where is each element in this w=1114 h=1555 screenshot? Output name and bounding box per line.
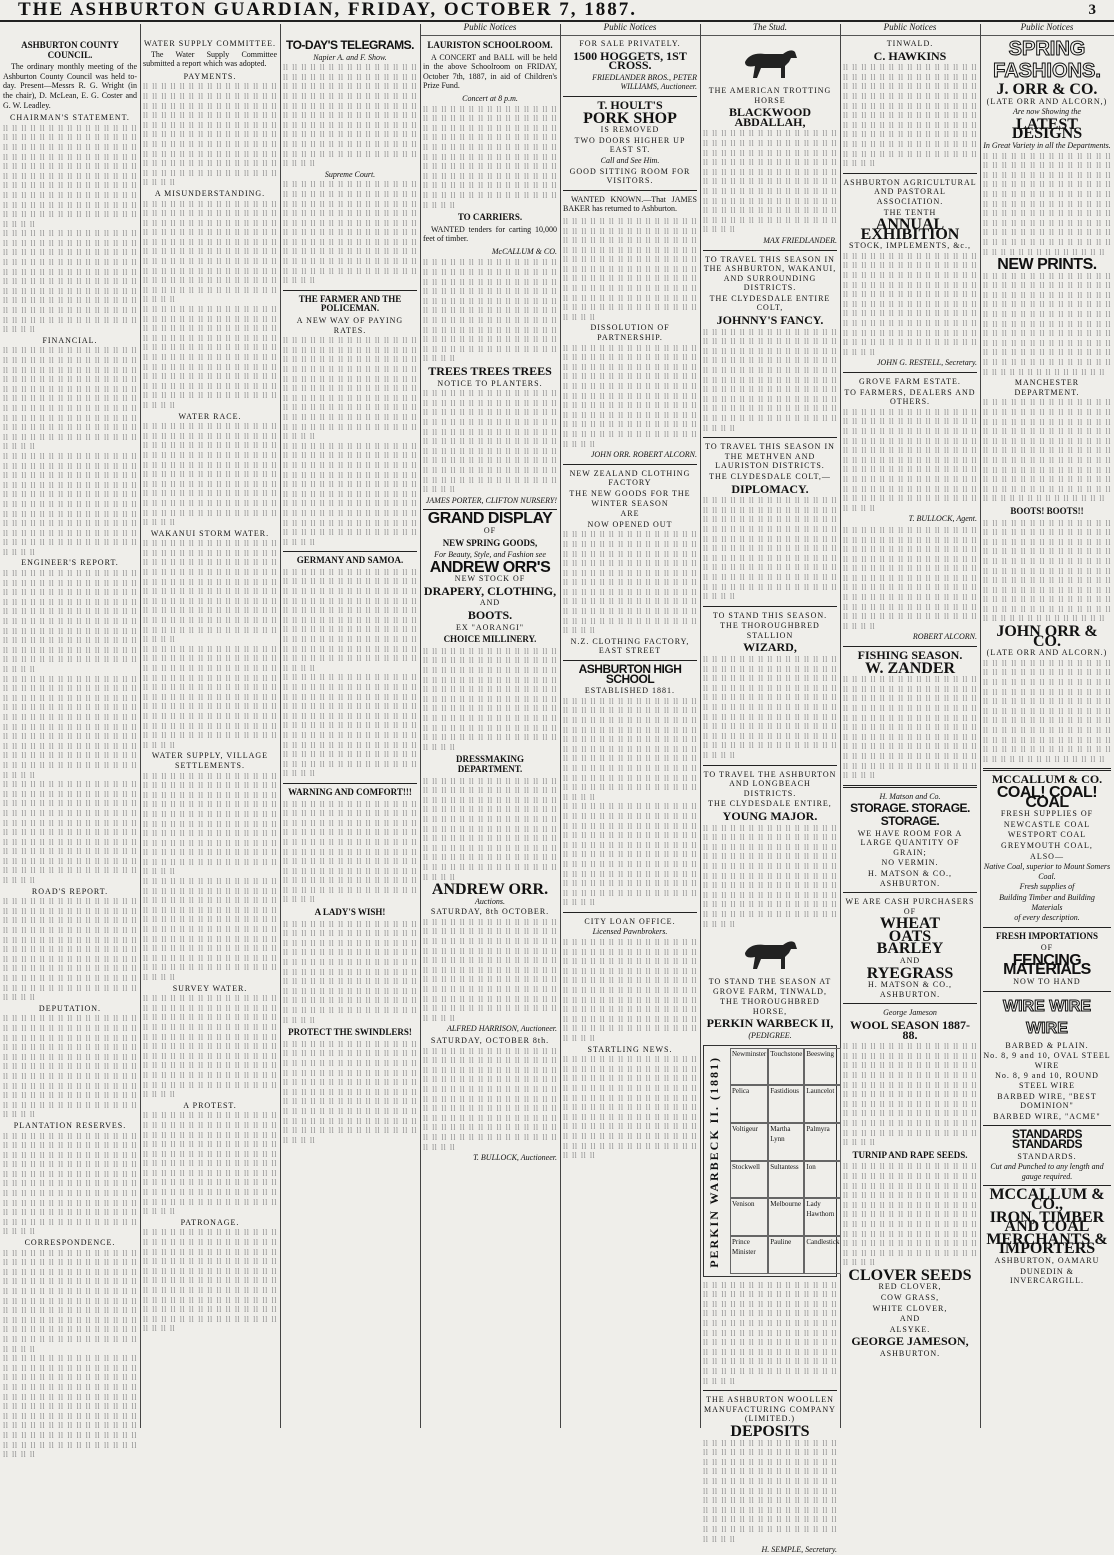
pedigree-cell: Fastidious: [768, 1085, 804, 1123]
horse-illustration: [735, 42, 805, 82]
body-text: ll ll ll ll ll ll ll ll ll ll ll ll ll ll ll ll ll ll ll ll ll ll ll ll ll ll ll ll ll ll ll ll ll ll ll ll ll ll ll ll ll ll ll ll ll ll ll ll ll ll ll ll ll ll ll ll ll ll ll ll ll ll ll ll ll ll ll ll ll ll ll ll ll ll ll ll ll ll ll ll ll ll ll ll ll ll ll ll ll ll ll ll ll ll ll ll ll ll ll ll ll ll ll ll ll ll ll ll ll ll ll ll ll ll ll ll ll ll ll ll ll ll ll ll ll ll ll ll ll ll ll ll ll ll ll ll ll ll ll ll ll ll ll ll ll ll ll ll ll ll ll ll ll ll: [3, 569, 137, 674]
pedigree-cell: Beeswing: [804, 1048, 841, 1086]
body-text: ll ll ll ll ll ll ll ll ll ll ll ll ll ll ll ll ll ll ll ll ll ll ll ll ll ll ll ll ll ll ll ll ll ll ll ll ll ll ll ll ll ll ll ll ll ll ll ll ll ll ll ll ll ll ll ll ll ll ll ll ll ll ll ll ll ll ll ll ll ll ll ll ll ll ll ll ll ll ll ll ll ll ll ll ll ll ll ll ll ll ll ll ll ll ll ll ll ll ll ll ll ll ll ll ll ll ll ll ll ll ll ll ll ll ll ll ll ll ll ll ll ll ll ll ll ll ll ll ll ll ll ll ll ll ll ll ll ll ll ll ll ll ll ll ll ll ll ll ll ll ll ll ll ll: [703, 1438, 837, 1544]
section-heading: PLANTATION RESERVES.: [13, 1120, 127, 1130]
advert-text: ARE: [620, 509, 640, 519]
advert-heading: DRESSMAKING DEPARTMENT.: [455, 754, 524, 774]
stud-heading: TO TRAVEL THIS SEASON IN THE METHVEN AND LAURISTON DISTRICTS.: [705, 442, 835, 471]
notice-heading: DEPOSITS: [730, 1422, 810, 1440]
stud-heading: THE THOROUGHBRED HORSE,: [720, 997, 820, 1016]
notice-heading: GROVE FARM ESTATE.: [859, 377, 961, 386]
stud-heading: THE AMERICAN TROTTING HORSE: [708, 86, 832, 105]
body-text: ll ll ll ll ll ll ll ll ll ll ll ll ll ll ll ll ll ll ll ll ll ll ll ll ll ll ll ll ll ll ll ll ll ll ll ll ll ll ll ll ll ll ll ll ll ll ll ll ll ll ll ll ll ll ll ll ll ll ll ll ll ll ll ll ll ll ll ll ll ll ll ll ll ll ll ll ll ll ll ll ll ll ll ll ll ll ll ll ll ll ll ll ll ll ll ll ll ll ll ll ll ll ll ll ll ll ll ll ll ll ll ll ll ll ll ll ll ll ll ll ll ll ll ll ll ll ll ll ll ll ll ll ll ll ll ll ll ll ll ll ll ll ll ll ll ll ll ll ll ll ll ll ll ll: [3, 451, 137, 557]
signature: T. BULLOCK, Agent.: [908, 514, 977, 524]
advert-heading: JOHN ORR & CO.: [996, 623, 1098, 650]
advert-text: EX "AORANGI": [455, 622, 525, 632]
advert-heading: GRAND DISPLAY: [427, 510, 553, 528]
body-text: ll ll ll ll ll ll ll ll ll ll ll ll ll ll ll ll ll ll ll ll ll ll ll ll ll ll ll ll ll ll ll ll ll ll ll ll ll ll ll ll ll ll ll ll ll ll ll ll ll ll ll ll ll ll ll ll ll ll ll ll ll ll ll ll ll ll ll ll ll ll ll ll ll ll ll ll ll ll ll ll ll ll ll ll ll ll ll ll ll ll ll ll ll ll ll ll ll ll ll ll ll ll ll ll ll ll ll ll ll ll ll ll ll ll ll ll ll ll ll ll ll ll ll ll ll ll ll ll ll ll ll ll ll ll ll ll ll ll ll ll ll ll ll ll ll ll ll ll ll ll ll ll ll ll: [283, 799, 417, 905]
body-text: ll ll ll ll ll ll ll ll ll ll ll ll ll ll ll ll ll ll ll ll ll ll ll ll ll ll ll ll ll ll ll ll ll ll ll ll ll ll ll ll ll ll ll ll ll ll ll ll ll ll ll ll ll ll ll ll ll ll ll ll ll ll ll ll ll ll ll ll ll ll ll ll ll ll ll ll ll ll ll ll ll ll ll ll ll ll ll ll ll ll ll ll ll ll ll ll ll ll ll ll ll ll ll ll ll ll ll ll ll ll ll ll ll ll ll ll ll ll ll ll ll ll ll ll ll ll ll ll ll ll ll ll ll ll ll ll ll ll ll ll ll ll ll ll ll ll ll ll ll ll ll ll ll ll: [283, 336, 417, 442]
advert-text: WE ARE CASH PURCHASERS OF: [845, 897, 975, 916]
body-text: ll ll ll ll ll ll ll ll ll ll ll ll ll ll ll ll ll ll ll ll ll ll ll ll ll ll ll ll ll ll ll ll ll ll ll ll ll ll ll ll ll ll ll ll ll ll ll ll ll ll ll ll ll ll ll ll ll ll ll ll ll ll ll ll ll ll ll ll ll ll ll ll ll ll ll ll ll ll ll ll ll ll ll ll ll ll ll ll ll ll ll ll ll ll ll ll ll ll ll ll ll ll ll ll ll ll ll ll ll ll ll ll ll ll ll ll ll ll ll ll ll ll ll ll ll ll ll ll ll ll ll ll ll ll ll ll ll ll ll ll ll ll ll ll ll ll ll ll ll ll ll ll ll ll: [143, 994, 277, 1100]
body-text: ll ll ll ll ll ll ll ll ll ll ll ll ll ll ll ll ll ll ll ll ll ll ll ll ll ll ll ll ll ll ll ll ll ll ll ll ll ll ll ll ll ll ll ll ll ll ll ll ll ll ll ll ll ll ll ll ll ll ll ll ll ll ll ll ll ll ll ll ll ll ll ll ll ll ll ll ll ll ll ll ll ll ll ll ll ll ll ll ll ll ll ll ll ll ll ll ll ll ll ll ll ll ll ll ll ll ll ll ll ll ll ll ll ll ll ll ll ll ll ll ll ll ll ll ll ll ll ll ll ll ll ll ll ll ll ll ll ll ll ll ll ll ll ll ll ll ll ll ll ll ll ll ll ll: [283, 180, 417, 286]
advert-heading: RYEGRASS: [866, 964, 954, 982]
horse-illustration: [735, 933, 805, 973]
section-heading: FINANCIAL.: [42, 335, 98, 345]
body-text: ll ll ll ll ll ll ll ll ll ll ll ll ll ll ll ll ll ll ll ll ll ll ll ll ll ll ll ll ll ll ll ll ll ll ll ll ll ll ll ll ll ll ll ll ll ll ll ll ll ll ll ll ll ll ll ll ll ll ll ll ll ll ll ll ll ll ll ll ll ll ll ll ll ll ll ll ll ll ll ll ll ll ll ll ll ll ll ll ll ll ll ll ll ll ll ll ll ll ll ll ll ll ll ll ll ll ll ll ll ll ll ll ll ll ll ll ll ll ll ll ll ll ll ll ll ll ll ll ll ll ll ll ll ll ll ll ll ll ll ll ll ll ll ll ll ll ll ll ll ll ll ll ll ll: [563, 938, 697, 1043]
stud-heading: TO STAND THIS SEASON.: [712, 610, 828, 620]
advert-text: of every description.: [1014, 913, 1080, 923]
advert-heading: BOOTS.: [467, 608, 513, 623]
body-text: ll ll ll ll ll ll ll ll ll ll ll ll ll ll ll ll ll ll ll ll ll ll ll ll ll ll ll ll ll ll ll ll ll ll ll ll ll ll ll ll ll ll ll ll ll ll ll ll ll ll ll ll ll ll ll ll ll ll ll ll ll ll ll ll ll ll ll ll ll ll ll ll ll ll ll ll ll ll ll ll ll ll ll ll ll ll ll ll ll ll ll ll ll ll ll ll ll ll ll ll ll ll ll ll ll ll ll ll ll ll ll ll ll ll ll ll ll ll ll ll ll ll ll ll ll ll ll ll ll ll ll ll ll ll ll ll ll ll ll ll ll ll ll ll ll ll ll ll ll ll ll ll ll ll: [143, 644, 277, 750]
body-text: ll ll ll ll ll ll ll ll ll ll ll ll ll ll ll ll ll ll ll ll ll ll ll ll ll ll ll ll ll ll ll ll ll ll ll ll ll ll ll ll ll ll ll ll ll ll ll ll ll ll ll ll ll ll ll ll ll ll ll ll ll ll ll ll ll ll ll ll ll ll ll ll ll ll ll ll ll ll ll ll ll ll ll ll ll ll ll ll ll ll ll ll ll ll ll ll ll ll ll ll ll ll ll ll ll ll ll ll ll ll ll ll ll ll ll ll ll ll ll ll ll ll ll ll ll ll ll ll ll ll ll ll ll ll ll ll ll ll ll ll ll ll ll ll ll ll ll ll ll ll ll ll ll ll: [843, 525, 977, 631]
section-heading: PAYMENTS.: [183, 71, 237, 81]
stud-heading: THE CLYDESDALE ENTIRE COLT,: [709, 293, 831, 313]
body-text: ll ll ll ll ll ll ll ll ll ll ll ll ll ll ll ll ll ll ll ll ll ll ll ll ll ll ll ll ll ll ll ll ll ll ll ll ll ll ll ll ll ll ll ll ll ll ll ll ll ll ll ll ll ll ll ll ll ll ll ll ll ll ll ll ll ll ll ll ll ll ll ll ll ll ll ll ll ll ll ll ll ll ll ll ll ll ll ll ll ll ll ll ll ll ll ll ll ll ll ll ll ll ll ll ll ll ll ll ll ll ll ll ll ll ll ll ll ll ll ll ll ll ll ll ll ll ll ll ll ll ll ll ll ll ll ll ll ll ll ll ll ll ll ll ll ll ll ll ll ll ll ll ll ll: [143, 1228, 277, 1334]
stud-heading: THE CLYDESDALE ENTIRE,: [708, 799, 832, 809]
telegram-subheading: Supreme Court.: [324, 169, 376, 179]
body-text: ll ll ll ll ll ll ll ll ll ll ll ll ll ll ll ll ll ll ll ll ll ll ll ll ll ll ll ll ll ll ll ll ll ll ll ll ll ll ll ll ll ll ll ll ll ll ll ll ll ll ll ll ll ll ll ll ll ll ll ll ll ll ll ll ll ll ll ll ll ll ll ll ll ll ll ll ll ll ll ll ll ll ll ll ll ll ll ll ll ll ll ll ll ll ll ll ll ll ll ll ll ll ll ll ll ll ll ll ll ll ll ll ll ll ll ll ll ll ll ll ll ll ll ll ll ll ll ll ll ll ll ll ll ll ll ll ll ll ll ll ll ll ll ll ll ll ll ll ll ll ll ll ll ll: [563, 1055, 697, 1161]
body-text: ll ll ll ll ll ll ll ll ll ll ll ll ll ll ll ll ll ll ll ll ll ll ll ll ll ll ll ll ll ll ll ll ll ll ll ll ll ll ll ll ll ll ll ll ll ll ll ll ll ll ll ll ll ll ll ll ll ll ll ll ll ll ll ll ll ll ll ll ll ll ll ll ll ll ll ll ll ll ll ll ll ll ll ll ll ll ll ll ll ll ll ll ll ll ll ll ll ll ll ll ll ll ll ll ll ll ll ll ll ll ll ll ll ll ll ll ll ll ll ll ll ll ll ll ll ll ll ll ll ll ll ll ll ll ll ll ll ll ll ll ll ll ll ll ll ll ll ll ll ll ll ll ll ll: [143, 1111, 277, 1217]
column-1: [0, 38, 140, 1460]
pedigree-table: [703, 1045, 840, 1277]
advert-text: N.Z. CLOTHING FACTORY, EAST STREET: [570, 636, 690, 656]
advert-text: ALSO—: [1030, 851, 1064, 861]
signature: ROBERT ALCORN.: [912, 632, 977, 642]
advert-heading: LATEST DESIGNS: [1011, 115, 1083, 143]
advert-text: TWO DOORS HIGHER UP EAST ST.: [574, 135, 686, 155]
column-7: [840, 38, 980, 1428]
advert-text: ALSYKE.: [889, 1324, 931, 1334]
body-text: ll ll ll ll ll ll ll ll ll ll ll ll ll ll ll ll ll ll ll ll ll ll ll ll ll ll ll ll ll ll ll ll ll ll ll ll ll ll ll ll ll ll ll ll ll ll ll ll ll ll ll ll ll ll ll ll ll ll ll ll ll ll ll ll ll ll ll ll ll ll ll ll ll ll ll ll ll ll ll ll ll ll ll ll ll ll ll ll ll ll ll ll ll ll ll ll ll ll ll ll ll ll ll ll ll ll ll ll ll ll ll ll ll ll ll ll ll ll ll ll ll ll ll ll ll ll ll ll ll ll ll ll ll ll ll ll ll ll ll ll ll ll ll ll ll ll ll ll ll ll ll ll ll ll: [983, 398, 1111, 504]
article-heading: THE FARMER AND THE POLICEMAN.: [298, 293, 402, 314]
body-text: ll ll ll ll ll ll ll ll ll ll ll ll ll ll ll ll ll ll ll ll ll ll ll ll ll ll ll ll ll ll ll ll ll ll ll ll ll ll ll ll ll ll ll ll ll ll ll ll ll ll ll ll ll ll ll ll ll ll ll ll ll ll ll ll ll ll ll ll ll ll ll ll ll ll ll ll ll ll ll ll ll ll ll ll ll ll ll ll ll ll ll ll ll ll ll ll ll ll ll ll ll ll ll ll ll ll ll ll ll ll ll ll ll ll ll ll ll ll ll ll ll ll ll ll ll ll ll ll ll ll ll ll ll ll ll ll ll ll ll ll ll ll ll ll ll ll ll ll ll ll ll ll ll ll: [423, 104, 557, 210]
advert-text: NOW OPENED OUT: [587, 519, 673, 529]
body-text: ll ll ll ll ll ll ll ll ll ll ll ll ll ll ll ll ll ll ll ll ll ll ll ll ll ll ll ll ll ll ll ll ll ll ll ll ll ll ll ll ll ll ll ll ll ll ll ll ll ll ll ll ll ll ll ll ll ll ll ll ll ll ll ll ll ll ll ll ll ll ll ll ll ll ll ll ll ll ll ll ll ll ll ll ll ll ll ll ll ll ll ll ll ll ll ll ll ll ll ll ll ll ll ll ll ll ll ll ll ll ll ll ll ll ll ll ll ll ll ll ll ll ll ll ll ll ll ll ll ll ll ll ll ll ll ll ll ll ll ll ll ll ll ll ll ll ll ll ll ll ll ll ll ll: [3, 1014, 137, 1120]
stud-horse-name: DIPLOMACY.: [731, 481, 809, 496]
advert-text: BARBED WIRE, "BEST DOMINION": [997, 1091, 1097, 1111]
body-text: ll ll ll ll ll ll ll ll ll ll ll ll ll ll ll ll ll ll ll ll ll ll ll ll ll ll ll ll ll ll ll ll ll ll ll ll ll ll ll ll ll ll ll ll ll ll ll ll ll ll ll ll ll ll ll ll ll ll ll ll ll ll ll ll ll ll ll ll ll ll ll ll ll ll ll ll ll ll ll ll ll ll ll ll ll ll ll ll ll ll ll ll ll ll ll ll ll ll ll ll ll ll ll ll ll ll ll ll ll ll ll ll ll ll ll ll ll ll ll ll ll ll ll ll ll ll ll ll ll ll ll ll ll ll ll ll ll ll ll ll ll ll ll ll ll ll ll ll ll ll ll ll ll ll: [283, 673, 417, 779]
body-text: ll ll ll ll ll ll ll ll ll ll ll ll ll ll ll ll ll ll ll ll ll ll ll ll ll ll ll ll ll ll ll ll ll ll ll ll ll ll ll ll ll ll ll ll ll ll ll ll ll ll ll ll ll ll ll ll ll ll ll ll ll ll ll ll ll ll ll ll ll ll ll ll ll ll ll ll ll ll ll ll ll ll ll ll ll ll ll ll ll ll ll ll ll ll ll ll ll ll ll ll ll ll ll ll ll ll ll ll ll ll ll ll ll ll ll ll ll ll ll ll ll ll ll ll ll ll ll ll ll ll ll ll ll ll ll ll ll ll ll ll ll ll ll ll ll ll ll ll ll ll ll ll ll ll: [563, 802, 697, 908]
telegrams-heading: TO-DAY'S TELEGRAMS.: [285, 38, 415, 52]
advert-text: BARBED WIRE, "ACME": [993, 1111, 1101, 1121]
advert-text: WHITE CLOVER,: [872, 1303, 948, 1313]
body-text: ll ll ll ll ll ll ll ll ll ll ll ll ll ll ll ll ll ll ll ll ll ll ll ll ll ll ll ll ll ll ll ll ll ll ll ll ll ll ll ll ll ll ll ll ll ll ll ll ll ll ll ll ll ll ll ll ll ll ll ll ll ll ll ll ll ll ll ll ll ll ll ll ll ll ll ll ll ll ll ll ll ll ll ll ll ll ll ll ll ll ll ll ll ll ll ll ll ll ll ll ll ll ll ll ll ll ll ll ll ll ll ll ll ll ll ll ll ll ll ll ll ll ll ll ll ll ll ll ll ll ll ll ll ll ll ll ll ll ll ll ll ll ll ll ll ll ll ll ll ll ll ll ll ll: [283, 567, 417, 673]
notice-subheading: NOTICE TO PLANTERS.: [437, 378, 543, 388]
body-text: ll ll ll ll ll ll ll ll ll ll ll ll ll ll ll ll ll ll ll ll ll ll ll ll ll ll ll ll ll ll ll ll ll ll ll ll ll ll ll ll ll ll ll ll ll ll ll ll ll ll ll ll ll ll ll ll ll ll ll ll ll ll ll ll ll ll ll ll ll ll ll ll ll ll ll ll ll ll ll ll ll ll ll ll ll ll ll ll ll ll ll ll ll ll ll ll ll ll ll ll ll ll ll ll ll ll ll ll ll ll ll ll ll ll ll ll ll ll ll ll ll ll ll ll ll ll ll ll ll ll ll ll ll ll ll ll ll ll ll ll ll ll ll ll ll ll ll ll ll ll ll ll ll ll: [3, 897, 137, 1003]
notice-heading: TREES TREES TREES: [428, 364, 552, 378]
advert-text: ASHBURTON, OAMARU: [994, 1255, 1100, 1265]
body-text: ll ll ll ll ll ll ll ll ll ll ll ll ll ll ll ll ll ll ll ll ll ll ll ll ll ll ll ll ll ll ll ll ll ll ll ll ll ll ll ll ll ll ll ll ll ll ll ll ll ll ll ll ll ll ll ll ll ll ll ll ll ll ll ll ll ll ll ll ll ll ll ll ll ll ll ll ll ll ll ll ll ll ll ll ll ll ll ll ll ll ll ll ll ll ll ll ll ll ll ll ll ll ll ll ll ll ll ll ll ll ll ll ll ll ll ll ll ll ll ll ll ll ll ll ll ll ll ll ll ll ll ll ll ll ll ll ll ll ll ll ll ll ll ll ll ll ll ll ll ll ll ll ll ll: [423, 1046, 557, 1152]
advert-text: NO VERMIN.: [881, 858, 939, 868]
body-text: ll ll ll ll ll ll ll ll ll ll ll ll ll ll ll ll ll ll ll ll ll ll ll ll ll ll ll ll ll ll ll ll ll ll ll ll ll ll ll ll ll ll ll ll ll ll ll ll ll ll ll ll ll ll ll ll ll ll ll ll ll ll ll ll ll ll ll ll ll ll ll ll ll ll ll ll ll ll ll ll ll ll ll ll ll ll ll ll ll ll ll ll ll ll ll ll ll ll ll ll ll ll ll ll ll ll ll ll ll ll ll ll ll ll ll ll ll ll ll ll ll ll ll ll ll ll ll ll ll ll ll ll ll ll ll ll ll ll ll ll ll ll ll ll ll ll ll ll ll ll ll ll ll ll: [843, 407, 977, 513]
advert-text: FRESH SUPPLIES OF: [1000, 809, 1094, 819]
column-head: Public Notices: [420, 22, 560, 36]
body-text: ll ll ll ll ll ll ll ll ll ll ll ll ll ll ll ll ll ll ll ll ll ll ll ll ll ll ll ll ll ll ll ll ll ll ll ll ll ll ll ll ll ll ll ll ll ll ll ll ll ll ll ll ll ll ll ll ll ll ll ll ll ll ll ll ll ll ll ll ll ll ll ll ll ll ll ll ll ll ll ll ll ll ll ll ll ll ll ll ll ll ll ll ll ll ll ll ll ll ll ll ll ll ll ll ll ll ll ll ll ll ll ll ll ll ll ll ll ll ll ll ll ll ll ll ll ll ll ll ll ll ll ll ll ll ll ll ll ll ll ll ll ll ll ll ll ll ll ll ll ll ll ll ll ll: [3, 229, 137, 335]
advert-heading: WARNING AND COMFORT!!!: [288, 786, 412, 797]
pedigree-cell: Venison: [730, 1198, 768, 1236]
advert-heading: FRESH IMPORTATIONS: [995, 930, 1099, 941]
advert-text: (LATE ORR AND ALCORN.): [986, 648, 1108, 658]
section-heading: A PROTEST.: [183, 1100, 237, 1110]
advert-text: AND: [899, 956, 921, 966]
column-2: [140, 38, 280, 1428]
signature: JOHN ORR. ROBERT ALCORN.: [590, 450, 697, 460]
advert-heading: FENCING MATERIALS: [1003, 951, 1091, 979]
advert-text: COW GRASS,: [880, 1293, 940, 1303]
advert-heading: T. HOULT'S: [597, 97, 663, 112]
notice-heading: LAURISTON SCHOOLROOM.: [427, 40, 553, 50]
section-heading: Auctions.: [475, 896, 505, 906]
stud-horse-name: WIZARD,: [743, 640, 797, 655]
article-paragraph: The Water Supply Committee submitted a report which was adopted.: [143, 49, 277, 69]
column-head: Public Notices: [980, 22, 1114, 36]
advert-heading: PROTECT THE SWINDLERS!: [288, 1027, 412, 1038]
pedigree-cell: Martha Lynn: [768, 1123, 804, 1161]
column-5: [560, 38, 700, 1428]
advert-heading: FISHING SEASON.: [857, 648, 963, 663]
body-text: ll ll ll ll ll ll ll ll ll ll ll ll ll ll ll ll ll ll ll ll ll ll ll ll ll ll ll ll ll ll ll ll ll ll ll ll ll ll ll ll ll ll ll ll ll ll ll ll ll ll ll ll ll ll ll ll ll ll ll ll ll ll ll ll ll ll ll ll ll ll ll ll ll ll ll ll ll ll ll ll ll ll ll ll ll ll ll ll ll ll ll ll ll ll ll ll ll ll ll ll ll ll ll ll ll ll ll ll ll ll ll ll ll ll ll ll ll ll ll ll ll ll ll ll ll ll ll ll ll ll ll ll ll ll ll ll ll ll ll ll ll ll ll ll ll ll ll ll ll ll ll ll ll ll: [3, 123, 137, 229]
advert-text: STANDARDS.: [1017, 1151, 1077, 1161]
section-heading: ROAD'S REPORT.: [31, 886, 109, 896]
body-text: ll ll ll ll ll ll ll ll ll ll ll ll ll ll ll ll ll ll ll ll ll ll ll ll ll ll ll ll ll ll ll ll ll ll ll ll ll ll ll ll ll ll ll ll ll ll ll ll ll ll ll ll ll ll ll ll ll ll ll ll ll ll ll ll ll ll ll ll ll ll ll ll ll ll ll ll ll ll ll ll ll ll ll ll ll ll ll ll ll ll ll ll ll ll ll ll ll ll ll ll ll ll ll ll ll ll ll ll ll ll ll ll ll ll ll ll ll ll ll ll ll ll ll ll ll ll ll ll ll ll ll ll ll ll ll ll ll ll ll ll ll ll ll ll ll ll ll ll ll ll ll ll ll ll: [423, 776, 557, 882]
body-text: ll ll ll ll ll ll ll ll ll ll ll ll ll ll ll ll ll ll ll ll ll ll ll ll ll ll ll ll ll ll ll ll ll ll ll ll ll ll ll ll ll ll ll ll ll ll ll ll ll ll ll ll ll ll ll ll ll ll ll ll ll ll ll ll ll ll ll ll ll ll ll ll ll ll ll ll ll ll ll ll ll ll ll ll ll ll ll ll ll ll ll ll ll ll ll ll ll ll ll ll ll ll ll ll ll ll ll ll ll ll ll ll ll ll ll ll ll ll ll ll ll ll ll ll ll ll ll ll ll ll ll ll ll ll ll ll ll ll ll ll ll ll ll ll ll ll ll ll ll ll ll ll ll ll: [3, 780, 137, 886]
column-8: [980, 38, 1114, 1428]
body-text: ll ll ll ll ll ll ll ll ll ll ll ll ll ll ll ll ll ll ll ll ll ll ll ll ll ll ll ll ll ll ll ll ll ll ll ll ll ll ll ll ll ll ll ll ll ll ll ll ll ll ll ll ll ll ll ll ll ll ll ll ll ll ll ll ll ll ll ll ll ll ll ll ll ll ll ll ll ll ll ll ll ll ll ll ll ll ll ll ll ll ll ll ll ll ll ll ll ll ll ll ll ll ll ll ll ll ll ll ll ll ll ll ll ll ll ll ll ll ll ll ll ll ll ll ll ll ll ll ll ll ll ll ll ll ll ll ll ll ll ll ll ll ll ll ll ll ll ll ll ll ll ll ll ll: [143, 305, 277, 410]
body-text: ll ll ll ll ll ll ll ll ll ll ll ll ll ll ll ll ll ll ll ll ll ll ll ll ll ll ll ll ll ll ll ll ll ll ll ll ll ll ll ll ll ll ll ll ll ll ll ll ll ll ll ll ll ll ll ll ll ll ll ll ll ll ll ll ll ll ll ll ll ll ll ll ll ll ll ll ll ll ll ll ll ll ll ll ll ll ll ll ll ll ll ll ll ll ll ll ll ll ll ll ll ll ll ll ll ll ll ll ll ll ll ll ll ll ll ll ll ll ll ll ll ll ll ll ll ll ll ll ll ll ll ll ll ll ll ll ll ll ll ll ll ll ll ll ll ll ll ll ll ll ll ll ll ll: [283, 63, 417, 169]
pedigree-cell: Pauline: [768, 1236, 804, 1274]
advert-heading: C. HAWKINS: [873, 48, 947, 63]
advert-heading: BOOTS! BOOTS!!: [1010, 505, 1084, 516]
body-text: ll ll ll ll ll ll ll ll ll ll ll ll ll ll ll ll ll ll ll ll ll ll ll ll ll ll ll ll ll ll ll ll ll ll ll ll ll ll ll ll ll ll ll ll ll ll ll ll ll ll ll ll ll ll ll ll ll ll ll ll ll ll ll ll ll ll ll ll ll ll ll ll ll ll ll ll ll ll ll ll ll ll ll ll ll ll ll ll ll ll ll ll ll ll ll ll ll ll ll ll ll ll ll ll ll ll ll ll ll ll ll ll ll ll ll ll ll ll ll ll ll ll ll ll ll ll ll ll ll ll ll ll ll ll ll ll ll ll ll ll ll ll ll ll ll ll ll ll ll ll ll ll ll ll: [3, 1131, 137, 1237]
notice-text: WANTED KNOWN.—That JAMES BAKER has returned to Ashburton.: [563, 194, 697, 214]
advert-text: AND: [479, 598, 501, 608]
advert-text: For Beauty, Style, and Fashion see: [434, 550, 546, 560]
body-text: ll ll ll ll ll ll ll ll ll ll ll ll ll ll ll ll ll ll ll ll ll ll ll ll ll ll ll ll ll ll ll ll ll ll ll ll ll ll ll ll ll ll ll ll ll ll ll ll ll ll ll ll ll ll ll ll ll ll ll ll ll ll ll ll ll ll ll ll ll ll ll ll ll ll ll ll ll ll ll ll ll ll ll ll ll ll ll ll ll ll ll ll ll ll ll ll ll ll ll ll ll ll ll ll ll ll ll ll ll ll ll ll ll ll ll ll ll ll ll ll ll ll ll ll ll ll ll ll ll ll ll ll ll ll ll ll ll ll ll ll ll ll ll ll ll ll ll ll ll ll ll ll ll ll: [703, 129, 837, 235]
pedigree-cell: Ion: [804, 1161, 841, 1199]
advert-heading: WOOL SEASON 1887-88.: [849, 1018, 971, 1042]
advert-heading: STORAGE. STORAGE.: [850, 801, 970, 816]
section-heading: A MISUNDERSTANDING.: [154, 188, 266, 198]
body-text: ll ll ll ll ll ll ll ll ll ll ll ll ll ll ll ll ll ll ll ll ll ll ll ll ll ll ll ll ll ll ll ll ll ll ll ll ll ll ll ll ll ll ll ll ll ll ll ll ll ll ll ll ll ll ll ll ll ll ll ll ll ll ll ll ll ll ll ll ll ll ll ll ll ll ll ll ll ll ll ll ll ll ll ll ll ll ll ll ll ll ll ll ll ll ll ll ll ll ll ll ll ll ll ll ll ll ll ll ll ll ll ll ll ll ll ll ll ll ll ll ll ll ll ll ll ll ll ll ll ll ll ll ll ll ll ll ll ll ll ll ll ll ll ll ll ll ll ll ll ll ll ll ll ll: [983, 518, 1111, 624]
auction-date: SATURDAY, OCTOBER 8th.: [430, 1036, 550, 1045]
advert-heading: MCCALLUM & CO.: [991, 772, 1103, 787]
body-text: ll ll ll ll ll ll ll ll ll ll ll ll ll ll ll ll ll ll ll ll ll ll ll ll ll ll ll ll ll ll ll ll ll ll ll ll ll ll ll ll ll ll ll ll ll ll ll ll ll ll ll ll ll ll ll ll ll ll ll ll ll ll ll ll ll ll ll ll ll ll ll ll ll ll ll ll ll ll ll ll ll ll ll ll ll ll ll ll ll ll ll ll ll ll ll ll ll ll ll ll ll ll ll ll ll ll ll ll ll ll ll ll ll ll ll ll ll ll ll ll ll ll ll ll ll ll ll ll ll ll ll ll ll ll ll ll ll ll ll ll ll ll ll ll ll ll ll ll ll ll ll ll ll ll: [423, 917, 557, 1023]
body-text: ll ll ll ll ll ll ll ll ll ll ll ll ll ll ll ll ll ll ll ll ll ll ll ll ll ll ll ll ll ll ll ll ll ll ll ll ll ll ll ll ll ll ll ll ll ll ll ll ll ll ll ll ll ll ll ll ll ll ll ll ll ll ll ll ll ll ll ll ll ll ll ll ll ll ll ll ll ll ll ll ll ll ll ll ll ll ll ll ll ll ll ll ll ll ll ll ll ll ll ll ll ll ll ll ll ll ll ll ll ll ll ll ll ll ll ll ll ll ll ll ll ll ll ll ll ll ll ll ll ll ll ll ll ll ll ll ll ll ll ll ll ll ll ll ll ll ll ll ll ll ll ll ll ll: [703, 327, 837, 433]
advert-text: GREYMOUTH COAL,: [1001, 840, 1093, 850]
advert-text: Are now Showing the: [1013, 107, 1081, 117]
body-text: ll ll ll ll ll ll ll ll ll ll ll ll ll ll ll ll ll ll ll ll ll ll ll ll ll ll ll ll ll ll ll ll ll ll ll ll ll ll ll ll ll ll ll ll ll ll ll ll ll ll ll ll ll ll ll ll ll ll ll ll ll ll ll ll ll ll ll ll ll ll ll ll ll ll ll ll ll ll ll ll ll ll ll ll ll ll ll ll ll ll ll ll ll ll ll ll ll ll ll ll ll ll ll ll ll ll ll ll ll ll ll ll ll ll ll ll ll ll ll ll ll ll ll ll ll ll ll ll ll ll ll ll ll ll ll ll ll ll ll ll ll ll ll ll ll ll ll ll ll ll ll ll ll ll: [143, 877, 277, 982]
section-heading: DEPUTATION.: [38, 1003, 102, 1013]
body-text: ll ll ll ll ll ll ll ll ll ll ll ll ll ll ll ll ll ll ll ll ll ll ll ll ll ll ll ll ll ll ll ll ll ll ll ll ll ll ll ll ll ll ll ll ll ll ll ll ll ll ll ll ll ll ll ll ll ll ll ll ll ll ll ll ll ll ll ll ll ll ll ll ll ll ll ll ll ll ll ll ll ll ll ll ll ll ll ll ll ll ll ll ll ll ll ll ll ll ll ll ll ll ll ll ll ll ll ll ll ll ll ll ll ll ll ll ll ll ll ll ll ll ll ll ll ll ll ll ll ll ll ll ll ll ll ll ll ll ll ll ll ll ll ll ll ll ll ll ll ll ll ll ll ll: [283, 441, 417, 547]
advert-heading: ANNUAL EXHIBITION: [860, 216, 960, 243]
signature: JAMES PORTER, CLIFTON NURSERY!: [425, 495, 557, 505]
stud-horse-name: BLACKWOOD ABDALLAH,: [728, 105, 811, 129]
notice-heading: CITY LOAN OFFICE.: [584, 916, 676, 926]
pedigree-cell: Palmyra: [804, 1123, 841, 1161]
advert-heading: J. ORR & CO.: [996, 81, 1098, 98]
pedigree-cell: Touchstone: [768, 1048, 804, 1086]
pedigree-cell: Lady Hawthorn: [804, 1198, 841, 1236]
advert-heading: ANDREW ORR.: [431, 881, 549, 899]
body-text: ll ll ll ll ll ll ll ll ll ll ll ll ll ll ll ll ll ll ll ll ll ll ll ll ll ll ll ll ll ll ll ll ll ll ll ll ll ll ll ll ll ll ll ll ll ll ll ll ll ll ll ll ll ll ll ll ll ll ll ll ll ll ll ll ll ll ll ll ll ll ll ll ll ll ll ll ll ll ll ll ll ll ll ll ll ll ll ll ll ll ll ll ll ll ll ll ll ll ll ll ll ll ll ll ll ll ll ll ll ll ll ll ll ll ll ll ll ll ll ll ll ll ll ll ll ll ll ll ll ll ll ll ll ll ll ll ll ll ll ll ll ll ll ll ll ll ll ll ll ll ll ll ll ll: [143, 539, 277, 645]
notice-text: Concert at 8 p.m.: [462, 93, 518, 103]
section-heading: CHAIRMAN'S STATEMENT.: [10, 113, 130, 123]
pedigree-horse-label: PERKIN WARBECK II. (1881): [707, 1055, 721, 1268]
body-text: ll ll ll ll ll ll ll ll ll ll ll ll ll ll ll ll ll ll ll ll ll ll ll ll ll ll ll ll ll ll ll ll ll ll ll ll ll ll ll ll ll ll ll ll ll ll ll ll ll ll ll ll ll ll ll ll ll ll ll ll ll ll ll ll ll ll ll ll ll ll ll ll ll ll ll ll ll ll ll ll ll ll ll ll ll ll ll ll ll ll ll ll ll ll ll ll ll ll ll ll ll ll ll ll ll ll ll ll ll ll ll ll ll ll ll ll ll ll ll ll ll ll ll ll ll ll ll ll ll ll ll ll ll ll ll ll ll ll ll ll ll ll ll ll ll ll ll ll ll ll ll ll ll ll: [423, 646, 557, 752]
advert-heading: CHOICE MILLINERY.: [443, 634, 537, 645]
advert-text: (LATE ORR AND ALCORN,): [986, 96, 1108, 106]
body-text: ll ll ll ll ll ll ll ll ll ll ll ll ll ll ll ll ll ll ll ll ll ll ll ll ll ll ll ll ll ll ll ll ll ll ll ll ll ll ll ll ll ll ll ll ll ll ll ll ll ll ll ll ll ll ll ll ll ll ll ll ll ll ll ll ll ll ll ll ll ll ll ll ll ll ll ll ll ll ll ll ll ll ll ll ll ll ll ll ll ll ll ll ll ll ll ll ll ll ll ll ll ll ll ll ll ll ll ll ll ll ll ll ll ll ll ll ll ll ll ll ll ll ll ll ll ll ll ll ll ll ll ll ll ll ll ll ll ll ll ll ll ll ll ll ll ll ll ll ll ll ll ll ll ll: [283, 919, 417, 1025]
body-text: ll ll ll ll ll ll ll ll ll ll ll ll ll ll ll ll ll ll ll ll ll ll ll ll ll ll ll ll ll ll ll ll ll ll ll ll ll ll ll ll ll ll ll ll ll ll ll ll ll ll ll ll ll ll ll ll ll ll ll ll ll ll ll ll ll ll ll ll ll ll ll ll ll ll ll ll ll ll ll ll ll ll ll ll ll ll ll ll ll ll ll ll ll ll ll ll ll ll ll ll ll ll ll ll ll ll ll ll ll ll ll ll ll ll ll ll ll ll ll ll ll ll ll ll ll ll ll ll ll ll ll ll ll ll ll ll ll ll ll ll ll ll ll ll ll ll ll ll ll ll ll ll ll ll: [843, 1042, 977, 1148]
signature: FRIEDLANDER BROS., PETER WILLIAMS, Auctioneer.: [592, 72, 697, 92]
body-text: ll ll ll ll ll ll ll ll ll ll ll ll ll ll ll ll ll ll ll ll ll ll ll ll ll ll ll ll ll ll ll ll ll ll ll ll ll ll ll ll ll ll ll ll ll ll ll ll ll ll ll ll ll ll ll ll ll ll ll ll ll ll ll ll ll ll ll ll ll ll ll ll ll ll ll ll ll ll ll ll ll ll ll ll ll ll ll ll ll ll ll ll ll ll ll ll ll ll ll ll ll ll ll ll ll ll ll ll ll ll ll ll ll ll ll ll ll ll ll ll ll ll ll ll ll ll ll ll ll ll ll ll ll ll ll ll ll ll ll ll ll ll ll ll ll ll ll ll ll ll ll ll ll ll: [423, 389, 557, 495]
notice-heading: TO FARMERS, DEALERS AND OTHERS.: [844, 387, 976, 407]
stud-heading: TO TRAVEL THIS SEASON IN THE ASHBURTON, WAKANUI, AND SURROUNDING DISTRICTS.: [703, 254, 837, 293]
section-heading: SURVEY WATER.: [172, 983, 248, 993]
advert-text: Cut and Punched to any length and gauge required.: [990, 1162, 1104, 1181]
advert-heading: DRAPERY, CLOTHING,: [423, 583, 557, 598]
stud-horse-name: YOUNG MAJOR.: [722, 808, 818, 823]
advert-heading: COAL! COAL! COAL: [996, 783, 1098, 811]
stud-heading: TO STAND THE SEASON AT GROVE FARM, TINWALD,: [708, 977, 832, 996]
advert-heading: OATS: [888, 927, 932, 945]
section-heading: WAKANUI STORM WATER.: [150, 528, 270, 538]
section-heading: WATER SUPPLY, VILLAGE SETTLEMENTS.: [151, 751, 269, 770]
column-head: The Stud.: [700, 22, 840, 36]
column-4: [420, 38, 560, 1428]
pedigree-cell: Sultantess: [768, 1161, 804, 1199]
column-head: Public Notices: [560, 22, 700, 36]
advert-text: NEWCASTLE COAL: [1003, 819, 1091, 829]
pedigree-cell: Voltigeur: [730, 1123, 768, 1161]
signature: H. SEMPLE, Secretary.: [761, 1545, 837, 1555]
section-heading: WATER SUPPLY COMMITTEE.: [144, 39, 276, 48]
advert-heading: George Jameson: [883, 1008, 937, 1018]
telegram-subheading: Napier A. and F. Show.: [313, 52, 387, 62]
advert-heading: CLOVER SEEDS: [848, 1266, 972, 1284]
advert-heading: WIRE WIRE WIRE: [1003, 997, 1091, 1037]
advert-heading: NEW ZEALAND CLOTHING FACTORY: [569, 468, 691, 488]
pedigree-cell: Stockwell: [730, 1161, 768, 1199]
body-text: ll ll ll ll ll ll ll ll ll ll ll ll ll ll ll ll ll ll ll ll ll ll ll ll ll ll ll ll ll ll ll ll ll ll ll ll ll ll ll ll ll ll ll ll ll ll ll ll ll ll ll ll ll ll ll ll ll ll ll ll ll ll ll ll ll ll ll ll ll ll ll ll ll ll ll ll ll ll ll ll ll ll ll ll ll ll ll ll ll ll ll ll ll ll ll ll ll ll ll ll ll ll ll ll ll ll ll ll ll ll ll ll ll ll ll ll ll ll ll ll ll ll ll ll ll ll ll ll ll ll ll ll ll ll ll ll ll ll ll ll ll ll ll ll ll ll ll ll ll ll ll ll ll ll: [703, 655, 837, 760]
page-number: 3: [1088, 1, 1096, 18]
body-text: ll ll ll ll ll ll ll ll ll ll ll ll ll ll ll ll ll ll ll ll ll ll ll ll ll ll ll ll ll ll ll ll ll ll ll ll ll ll ll ll ll ll ll ll ll ll ll ll ll ll ll ll ll ll ll ll ll ll ll ll ll ll ll ll ll ll ll ll ll ll ll ll ll ll ll ll ll ll ll ll ll ll ll ll ll ll ll ll ll ll ll ll ll ll ll ll ll ll ll ll ll ll ll ll ll ll ll ll ll ll ll ll ll ll ll ll ll ll ll ll ll ll ll ll ll ll ll ll ll ll ll ll ll ll ll ll ll ll ll ll ll ll ll ll ll ll ll ll ll ll ll ll ll ll: [983, 271, 1111, 377]
advert-text: WE HAVE ROOM FOR A LARGE QUANTITY OF GRAIN;: [857, 828, 963, 857]
advert-text: DUNEDIN & INVERCARGILL.: [1009, 1266, 1085, 1286]
advert-text: ASHBURTON.: [879, 1349, 941, 1359]
notice-heading: FOR SALE PRIVATELY.: [579, 39, 681, 48]
column-6: [700, 38, 840, 1555]
body-text: ll ll ll ll ll ll ll ll ll ll ll ll ll ll ll ll ll ll ll ll ll ll ll ll ll ll ll ll ll ll ll ll ll ll ll ll ll ll ll ll ll ll ll ll ll ll ll ll ll ll ll ll ll ll ll ll ll ll ll ll ll ll ll ll ll ll ll ll ll ll ll ll ll ll ll ll ll ll ll ll ll ll ll ll ll ll ll ll ll ll ll ll ll ll ll ll ll ll ll ll ll ll ll ll ll ll ll ll ll ll ll ll ll ll ll ll ll ll ll ll ll ll ll ll ll ll ll ll ll ll ll ll ll ll ll ll ll ll ll ll ll ll ll ll ll ll ll ll ll ll ll ll ll ll: [563, 696, 697, 802]
advert-heading: SPRING FASHIONS.: [993, 38, 1101, 82]
advert-text: AND: [899, 1314, 921, 1324]
body-text: ll ll ll ll ll ll ll ll ll ll ll ll ll ll ll ll ll ll ll ll ll ll ll ll ll ll ll ll ll ll ll ll ll ll ll ll ll ll ll ll ll ll ll ll ll ll ll ll ll ll ll ll ll ll ll ll ll ll ll ll ll ll ll ll ll ll ll ll ll ll ll ll ll ll ll ll ll ll ll ll ll ll ll ll ll ll ll ll ll ll ll ll ll ll ll ll ll ll ll ll ll ll ll ll ll ll ll ll ll ll ll ll ll ll ll ll ll ll ll ll ll ll ll ll ll ll ll ll ll ll ll ll ll ll ll ll ll ll ll ll ll ll ll ll ll ll ll ll ll ll ll ll ll ll: [3, 346, 137, 452]
advert-text: WESTPORT COAL: [1007, 830, 1087, 840]
advert-heading: TURNIP AND RAPE SEEDS.: [852, 1149, 968, 1160]
advert-heading: STORAGE.: [880, 813, 940, 828]
signature: MAX FRIEDLANDER.: [763, 235, 837, 245]
advert-heading: ANDREW ORR'S: [429, 558, 551, 576]
column-head: Public Notices: [840, 22, 980, 36]
advert-heading: H. Matson and Co.: [879, 791, 941, 801]
advert-text: BARBED & PLAIN.: [1005, 1040, 1089, 1050]
signature: ALFRED HARRISON, Auctioneer.: [446, 1024, 557, 1034]
pedigree-cell: Candlestick: [804, 1236, 841, 1274]
signature: T. BULLOCK, Auctioneer.: [473, 1153, 557, 1163]
article-heading: GERMANY AND SAMOA.: [296, 555, 404, 566]
pedigree-cell: Prince Minister: [730, 1236, 768, 1274]
pedigree-label: (PEDIGREE.: [748, 1031, 792, 1041]
body-text: ll ll ll ll ll ll ll ll ll ll ll ll ll ll ll ll ll ll ll ll ll ll ll ll ll ll ll ll ll ll ll ll ll ll ll ll ll ll ll ll ll ll ll ll ll ll ll ll ll ll ll ll ll ll ll ll ll ll ll ll ll ll ll ll ll ll ll ll ll ll ll ll ll ll ll ll ll ll ll ll ll ll ll ll ll ll ll ll ll ll ll ll ll ll ll ll ll ll ll ll ll ll ll ll ll ll ll ll ll ll ll ll ll ll ll ll ll ll ll ll ll ll ll ll ll ll ll ll ll ll ll ll ll ll ll ll ll ll ll ll ll ll ll ll ll ll ll ll ll ll ll ll ll ll: [843, 251, 977, 357]
masthead-title: THE ASHBURTON GUARDIAN, FRIDAY, OCTOBER 7, 1887.: [18, 0, 637, 20]
advert-text: In Great Variety in all the Departments.: [983, 140, 1111, 150]
body-text: ll ll ll ll ll ll ll ll ll ll ll ll ll ll ll ll ll ll ll ll ll ll ll ll ll ll ll ll ll ll ll ll ll ll ll ll ll ll ll ll ll ll ll ll ll ll ll ll ll ll ll ll ll ll ll ll ll ll ll ll ll ll ll ll ll ll ll ll ll ll ll ll ll ll ll ll ll ll ll ll ll ll ll ll ll ll ll ll ll ll ll ll ll ll ll ll ll ll ll ll ll ll ll ll ll ll ll ll ll ll ll ll ll ll ll ll ll ll ll ll ll ll ll ll ll ll ll ll ll ll ll ll ll ll ll ll ll ll ll ll ll ll ll ll ll ll ll ll ll ll ll ll ll ll: [3, 674, 137, 780]
advert-text: ESTABLISHED 1881.: [584, 686, 676, 696]
body-text: ll ll ll ll ll ll ll ll ll ll ll ll ll ll ll ll ll ll ll ll ll ll ll ll ll ll ll ll ll ll ll ll ll ll ll ll ll ll ll ll ll ll ll ll ll ll ll ll ll ll ll ll ll ll ll ll ll ll ll ll ll ll ll ll ll ll ll ll ll ll ll ll ll ll ll ll ll ll ll ll ll ll ll ll ll ll ll ll ll ll ll ll ll ll ll ll ll ll ll ll ll ll ll ll ll ll ll ll ll ll ll ll ll ll ll ll ll ll ll ll ll ll ll ll ll ll ll ll ll ll ll ll ll ll ll ll ll ll ll ll ll ll ll ll ll ll ll ll ll ll ll ll ll ll: [563, 530, 697, 636]
advert-text: No. 8, 9 and 10, OVAL STEEL WIRE: [983, 1051, 1111, 1070]
advert-text: Fresh supplies of: [1019, 882, 1075, 892]
auction-date: SATURDAY, 8th OCTOBER.: [430, 907, 550, 917]
stud-heading: THE THOROUGHBRED STALLION: [720, 621, 820, 640]
column-3: [280, 38, 420, 1428]
body-text: ll ll ll ll ll ll ll ll ll ll ll ll ll ll ll ll ll ll ll ll ll ll ll ll ll ll ll ll ll ll ll ll ll ll ll ll ll ll ll ll ll ll ll ll ll ll ll ll ll ll ll ll ll ll ll ll ll ll ll ll ll ll ll ll ll ll ll ll ll ll ll ll ll ll ll ll ll ll ll ll ll ll ll ll ll ll ll ll ll ll ll ll ll ll ll ll ll ll ll ll ll ll ll ll ll ll ll ll ll ll ll ll ll ll ll ll ll ll ll ll ll ll ll ll ll ll ll ll ll ll ll ll ll ll ll ll ll ll ll ll ll ll ll ll ll ll ll ll ll ll ll ll ll ll: [563, 343, 697, 449]
advert-text: Building Timber and Building Materials: [999, 892, 1095, 912]
body-text: ll ll ll ll ll ll ll ll ll ll ll ll ll ll ll ll ll ll ll ll ll ll ll ll ll ll ll ll ll ll ll ll ll ll ll ll ll ll ll ll ll ll ll ll ll ll ll ll ll ll ll ll ll ll ll ll ll ll ll ll ll ll ll ll ll ll ll ll ll ll ll ll ll ll ll ll ll ll ll ll ll ll ll ll ll ll ll ll ll ll ll ll ll ll ll ll ll ll ll ll ll ll ll ll ll ll ll ll ll ll ll ll ll ll ll ll ll ll ll ll ll ll ll ll ll ll ll ll ll ll ll ll ll ll ll ll ll ll ll ll ll ll ll ll ll ll ll ll ll ll ll ll ll ll: [143, 771, 277, 877]
advert-text: Call and See Him.: [600, 155, 660, 165]
body-text: ll ll ll ll ll ll ll ll ll ll ll ll ll ll ll ll ll ll ll ll ll ll ll ll ll ll ll ll ll ll ll ll ll ll ll ll ll ll ll ll ll ll ll ll ll ll ll ll ll ll ll ll ll ll ll ll ll ll ll ll ll ll ll ll ll ll ll ll ll ll ll ll ll ll ll ll ll ll ll ll ll ll ll ll ll ll ll ll ll ll ll ll ll ll ll ll ll ll ll ll ll ll ll ll ll ll ll ll ll ll ll ll ll ll ll ll ll ll ll ll ll ll ll ll ll ll ll ll ll ll ll ll ll ll ll ll ll ll ll ll ll ll ll ll ll ll ll ll ll ll ll ll ll ll: [143, 422, 277, 528]
advert-heading: MERCHANTS & IMPORTERS: [986, 1230, 1108, 1258]
notice-heading: THE TENTH: [883, 207, 937, 217]
section-heading: PATRONAGE.: [180, 1217, 240, 1227]
pedigree-cell: Melbourne: [768, 1198, 804, 1236]
section-heading: CORRESPONDENCE.: [24, 1238, 116, 1248]
body-text: ll ll ll ll ll ll ll ll ll ll ll ll ll ll ll ll ll ll ll ll ll ll ll ll ll ll ll ll ll ll ll ll ll ll ll ll ll ll ll ll ll ll ll ll ll ll ll ll ll ll ll ll ll ll ll ll ll ll ll ll ll ll ll ll ll ll ll ll ll ll ll ll ll ll ll ll ll ll ll ll ll ll ll ll ll ll ll ll ll ll ll ll ll ll ll ll ll ll ll ll ll ll ll ll ll ll ll ll ll ll ll ll ll ll ll ll ll ll ll ll ll ll ll ll ll ll ll ll ll ll ll ll ll ll ll ll ll ll ll ll ll ll ll ll ll ll ll ll ll ll ll ll ll ll: [983, 151, 1111, 257]
signature: JOHN G. RESTELL, Secretary.: [876, 358, 977, 368]
notice-heading: DISSOLUTION OF PARTNERSHIP.: [590, 323, 670, 343]
advert-heading: STANDARDS STANDARDS: [1012, 1127, 1082, 1151]
advert-heading: W. ZANDER: [864, 659, 956, 677]
article-subheading: A NEW WAY OF PAYING RATES.: [296, 316, 404, 335]
advert-text: NOW TO HAND: [1013, 977, 1081, 987]
body-text: ll ll ll ll ll ll ll ll ll ll ll ll ll ll ll ll ll ll ll ll ll ll ll ll ll ll ll ll ll ll ll ll ll ll ll ll ll ll ll ll ll ll ll ll ll ll ll ll ll ll ll ll ll ll ll ll ll ll ll ll ll ll ll ll ll ll ll ll ll ll ll ll ll ll ll ll ll ll ll ll ll ll ll ll ll ll ll ll ll ll ll ll ll ll ll ll ll ll ll ll ll ll ll ll ll ll ll ll ll ll ll ll ll ll ll ll ll ll ll ll ll ll ll ll ll ll ll ll ll ll ll ll ll ll ll ll ll ll ll ll ll ll ll ll ll ll ll ll ll ll ll ll ll ll: [423, 258, 557, 364]
stud-horse-name: PERKIN WARBECK II,: [706, 1016, 834, 1031]
body-text: ll ll ll ll ll ll ll ll ll ll ll ll ll ll ll ll ll ll ll ll ll ll ll ll ll ll ll ll ll ll ll ll ll ll ll ll ll ll ll ll ll ll ll ll ll ll ll ll ll ll ll ll ll ll ll ll ll ll ll ll ll ll ll ll ll ll ll ll ll ll ll ll ll ll ll ll ll ll ll ll ll ll ll ll ll ll ll ll ll ll ll ll ll ll ll ll ll ll ll ll ll ll ll ll ll ll ll ll ll ll ll ll ll ll ll ll ll ll ll ll ll ll ll ll ll ll ll ll ll ll ll ll ll ll ll ll ll ll ll ll ll ll ll ll ll ll ll ll ll ll ll ll ll ll: [143, 82, 277, 188]
advert-heading: IRON, TIMBER AND COAL: [989, 1208, 1105, 1236]
notice-heading: TO CARRIERS.: [457, 212, 523, 223]
notice-text: A CONCERT and BALL will be held in the above Schoolroom on FRIDAY, October 7th, 1887, in aid of Children's Prize Fund.: [423, 52, 557, 91]
advert-text: OF: [1040, 943, 1054, 953]
advert-text: Native Coal, superior to Mount Somers Coal.: [983, 862, 1111, 881]
advert-heading: ASHBURTON HIGH SCHOOL: [578, 662, 682, 686]
body-text: ll ll ll ll ll ll ll ll ll ll ll ll ll ll ll ll ll ll ll ll ll ll ll ll ll ll ll ll ll ll ll ll ll ll ll ll ll ll ll ll ll ll ll ll ll ll ll ll ll ll ll ll ll ll ll ll ll ll ll ll ll ll ll ll ll ll ll ll ll ll ll ll ll ll ll ll ll ll ll ll ll ll ll ll ll ll ll ll ll ll ll ll ll ll ll ll ll ll ll ll ll ll ll ll ll ll ll ll ll ll ll ll ll ll ll ll ll ll ll ll ll ll ll ll ll ll ll ll ll ll ll ll ll ll ll ll ll ll ll ll ll ll ll ll ll ll ll ll ll ll ll ll ll ll: [703, 496, 837, 602]
body-text: ll ll ll ll ll ll ll ll ll ll ll ll ll ll ll ll ll ll ll ll ll ll ll ll ll ll ll ll ll ll ll ll ll ll ll ll ll ll ll ll ll ll ll ll ll ll ll ll ll ll ll ll ll ll ll ll ll ll ll ll ll ll ll ll ll ll ll ll ll ll ll ll ll ll ll ll ll ll ll ll ll ll ll ll ll ll ll ll ll ll ll ll ll ll ll ll ll ll ll ll ll ll ll ll ll ll ll ll ll ll ll ll ll ll ll ll ll ll ll ll ll ll ll ll ll ll ll ll ll ll ll ll ll ll ll ll ll ll ll ll ll ll ll ll ll ll ll ll ll ll ll ll ll ll: [3, 1354, 137, 1460]
notice-text: WANTED tenders for carting 10,000 feet of timber.: [423, 224, 557, 244]
section-heading: ENGINEER'S REPORT.: [21, 558, 119, 568]
body-text: ll ll ll ll ll ll ll ll ll ll ll ll ll ll ll ll ll ll ll ll ll ll ll ll ll ll ll ll ll ll ll ll ll ll ll ll ll ll ll ll ll ll ll ll ll ll ll ll ll ll ll ll ll ll ll ll ll ll ll ll ll ll ll ll ll ll ll ll ll ll ll ll ll ll ll ll ll ll ll ll ll ll ll ll ll ll ll ll ll ll ll ll ll ll ll ll ll ll ll ll ll ll ll ll ll ll ll ll ll ll ll ll ll ll ll ll ll ll ll ll ll ll ll ll ll ll ll ll ll ll ll ll ll ll ll ll ll ll ll ll ll ll ll ll ll ll ll ll ll ll ll ll ll ll: [843, 63, 977, 169]
notice-heading: THE ASHBURTON WOOLLEN MANUFACTURING COMPANY (LIMITED.): [704, 1395, 836, 1424]
body-text: ll ll ll ll ll ll ll ll ll ll ll ll ll ll ll ll ll ll ll ll ll ll ll ll ll ll ll ll ll ll ll ll ll ll ll ll ll ll ll ll ll ll ll ll ll ll ll ll ll ll ll ll ll ll ll ll ll ll ll ll ll ll ll ll ll ll ll ll ll ll ll ll ll ll ll ll ll ll ll ll ll ll ll ll ll ll ll ll ll ll ll ll ll ll ll ll ll ll ll ll ll ll ll ll ll ll ll ll ll ll ll ll ll ll ll ll ll ll ll ll ll ll ll ll ll ll ll ll ll ll ll ll ll ll ll ll ll ll ll ll ll ll ll ll ll ll ll ll ll ll ll ll ll ll: [283, 1039, 417, 1145]
stud-horse-name: JOHNNY'S FANCY.: [716, 313, 824, 328]
article-heading: ASHBURTON COUNTY COUNCIL.: [21, 40, 119, 60]
advert-heading: NEW SPRING GOODS,: [442, 537, 538, 548]
advert-text: OF: [483, 525, 497, 535]
notice-heading: ASHBURTON AGRICULTURAL AND PASTORAL ASSOCIATION.: [843, 177, 977, 206]
body-text: ll ll ll ll ll ll ll ll ll ll ll ll ll ll ll ll ll ll ll ll ll ll ll ll ll ll ll ll ll ll ll ll ll ll ll ll ll ll ll ll ll ll ll ll ll ll ll ll ll ll ll ll ll ll ll ll ll ll ll ll ll ll ll ll ll ll ll ll ll ll ll ll ll ll ll ll ll ll ll ll ll ll ll ll ll ll ll ll ll ll ll ll ll ll ll ll ll ll ll ll ll ll ll ll ll ll ll ll ll ll ll ll ll ll ll ll ll ll ll ll ll ll ll ll ll ll ll ll ll ll ll ll ll ll ll ll ll ll ll ll ll ll ll ll ll ll ll ll ll ll ll ll ll ll: [843, 675, 977, 781]
pedigree-cell: Launcelot: [804, 1085, 841, 1123]
body-text: ll ll ll ll ll ll ll ll ll ll ll ll ll ll ll ll ll ll ll ll ll ll ll ll ll ll ll ll ll ll ll ll ll ll ll ll ll ll ll ll ll ll ll ll ll ll ll ll ll ll ll ll ll ll ll ll ll ll ll ll ll ll ll ll ll ll ll ll ll ll ll ll ll ll ll ll ll ll ll ll ll ll ll ll ll ll ll ll ll ll ll ll ll ll ll ll ll ll ll ll ll ll ll ll ll ll ll ll ll ll ll ll ll ll ll ll ll ll ll ll ll ll ll ll ll ll ll ll ll ll ll ll ll ll ll ll ll ll ll ll ll ll ll ll ll ll ll ll ll ll ll ll ll ll: [143, 199, 277, 305]
advert-text: No. 8, 9 and 10, ROUND STEEL WIRE: [995, 1071, 1099, 1091]
article-paragraph: The ordinary monthly meeting of the Ashburton County Council was held to-day. Present—Messrs R. G. Wright (in the chair), D. McLean, E. G. Coster and G. W. Leadley.: [3, 62, 137, 110]
advert-text: NEW STOCK OF: [454, 574, 526, 584]
advert-heading: A LADY'S WISH!: [314, 907, 386, 918]
notice-text: 1500 HOGGETS, 1ST CROSS.: [573, 48, 687, 73]
advert-text: STOCK, IMPLEMENTS, &c.,: [849, 241, 971, 251]
advert-text: GOOD SITTING ROOM FOR VISITORS.: [569, 166, 691, 186]
advert-text: RED CLOVER,: [878, 1282, 942, 1292]
advert-text: IS REMOVED: [600, 125, 660, 135]
advert-text: THE NEW GOODS FOR THE WINTER SEASON: [569, 488, 691, 508]
advert-heading: MANCHESTER DEPARTMENT.: [1014, 378, 1080, 397]
advert-heading: PORK SHOP: [583, 109, 677, 127]
stud-heading: THE CLYDESDALE COLT,—: [709, 471, 831, 481]
body-text: ll ll ll ll ll ll ll ll ll ll ll ll ll ll ll ll ll ll ll ll ll ll ll ll ll ll ll ll ll ll ll ll ll ll ll ll ll ll ll ll ll ll ll ll ll ll ll ll ll ll ll ll ll ll ll ll ll ll ll ll ll ll ll ll ll ll ll ll ll ll ll ll ll ll ll ll ll ll ll ll ll ll ll ll ll ll ll ll ll ll ll ll ll ll ll ll ll ll ll ll ll ll ll ll ll ll ll ll ll ll ll ll ll ll ll ll ll ll ll ll ll ll ll ll ll ll ll ll ll ll ll ll ll ll ll ll ll ll ll ll ll ll ll ll ll ll ll ll ll ll ll ll ll ll: [703, 1280, 837, 1386]
advert-heading: MCCALLUM & CO.,: [989, 1186, 1105, 1213]
notice-heading: TINWALD.: [886, 39, 934, 48]
advert-text: H. MATSON & CO., ASHBURTON.: [867, 980, 952, 999]
advert-heading: NEW PRINTS.: [997, 256, 1097, 274]
section-heading: WATER RACE.: [178, 411, 242, 421]
notice-text: Licensed Pawnbrokers.: [592, 927, 668, 937]
advert-heading: GEORGE JAMESON,: [851, 1334, 969, 1349]
advert-heading: WHEAT: [879, 915, 941, 933]
notice-heading: STARTLING NEWS.: [587, 1044, 673, 1054]
body-text: ll ll ll ll ll ll ll ll ll ll ll ll ll ll ll ll ll ll ll ll ll ll ll ll ll ll ll ll ll ll ll ll ll ll ll ll ll ll ll ll ll ll ll ll ll ll ll ll ll ll ll ll ll ll ll ll ll ll ll ll ll ll ll ll ll ll ll ll ll ll ll ll ll ll ll ll ll ll ll ll ll ll ll ll ll ll ll ll ll ll ll ll ll ll ll ll ll ll ll ll ll ll ll ll ll ll ll ll ll ll ll ll ll ll ll ll ll ll ll ll ll ll ll ll ll ll ll ll ll ll ll ll ll ll ll ll ll ll ll ll ll ll ll ll ll ll ll ll ll ll ll ll ll ll: [843, 1162, 977, 1268]
pedigree-cell: Pelica: [730, 1085, 768, 1123]
body-text: ll ll ll ll ll ll ll ll ll ll ll ll ll ll ll ll ll ll ll ll ll ll ll ll ll ll ll ll ll ll ll ll ll ll ll ll ll ll ll ll ll ll ll ll ll ll ll ll ll ll ll ll ll ll ll ll ll ll ll ll ll ll ll ll ll ll ll ll ll ll ll ll ll ll ll ll ll ll ll ll ll ll ll ll ll ll ll ll ll ll ll ll ll ll ll ll ll ll ll ll ll ll ll ll ll ll ll ll ll ll ll ll ll ll ll ll ll ll ll ll ll ll ll ll ll ll ll ll ll ll ll ll ll ll ll ll ll ll ll ll ll ll ll ll ll ll ll ll ll ll ll ll ll ll: [703, 823, 837, 929]
signature: McCALLUM & CO.: [491, 246, 557, 256]
body-text: ll ll ll ll ll ll ll ll ll ll ll ll ll ll ll ll ll ll ll ll ll ll ll ll ll ll ll ll ll ll ll ll ll ll ll ll ll ll ll ll ll ll ll ll ll ll ll ll ll ll ll ll ll ll ll ll ll ll ll ll ll ll ll ll ll ll ll ll ll ll ll ll ll ll ll ll ll ll ll ll ll ll ll ll ll ll ll ll ll ll ll ll ll ll ll ll ll ll ll ll ll ll ll ll ll ll ll ll ll ll ll ll ll ll ll ll ll ll ll ll ll ll ll ll ll ll ll ll ll ll ll ll ll ll ll ll ll ll ll ll ll ll ll ll ll ll ll ll ll ll ll ll ll ll: [563, 216, 697, 322]
masthead: [0, 0, 1114, 22]
body-text: ll ll ll ll ll ll ll ll ll ll ll ll ll ll ll ll ll ll ll ll ll ll ll ll ll ll ll ll ll ll ll ll ll ll ll ll ll ll ll ll ll ll ll ll ll ll ll ll ll ll ll ll ll ll ll ll ll ll ll ll ll ll ll ll ll ll ll ll ll ll ll ll ll ll ll ll ll ll ll ll ll ll ll ll ll ll ll ll ll ll ll ll ll ll ll ll ll ll ll ll ll ll ll ll ll ll ll ll ll ll ll ll ll ll ll ll ll ll ll ll ll ll ll ll ll ll ll ll ll ll ll ll ll ll ll ll ll ll ll ll ll ll ll ll ll ll ll ll ll ll ll ll ll ll: [983, 658, 1111, 764]
body-text: ll ll ll ll ll ll ll ll ll ll ll ll ll ll ll ll ll ll ll ll ll ll ll ll ll ll ll ll ll ll ll ll ll ll ll ll ll ll ll ll ll ll ll ll ll ll ll ll ll ll ll ll ll ll ll ll ll ll ll ll ll ll ll ll ll ll ll ll ll ll ll ll ll ll ll ll ll ll ll ll ll ll ll ll ll ll ll ll ll ll ll ll ll ll ll ll ll ll ll ll ll ll ll ll ll ll ll ll ll ll ll ll ll ll ll ll ll ll ll ll ll ll ll ll ll ll ll ll ll ll ll ll ll ll ll ll ll ll ll ll ll ll ll ll ll ll ll ll ll ll ll ll ll ll: [3, 1248, 137, 1354]
advert-text: H. MATSON & CO., ASHBURTON.: [867, 868, 952, 888]
pedigree-cell: Newminster: [730, 1048, 768, 1086]
advert-heading: BARLEY: [876, 940, 944, 958]
stud-heading: TO TRAVEL THE ASHBURTON AND LONGBEACH DISTRICTS.: [703, 769, 837, 798]
